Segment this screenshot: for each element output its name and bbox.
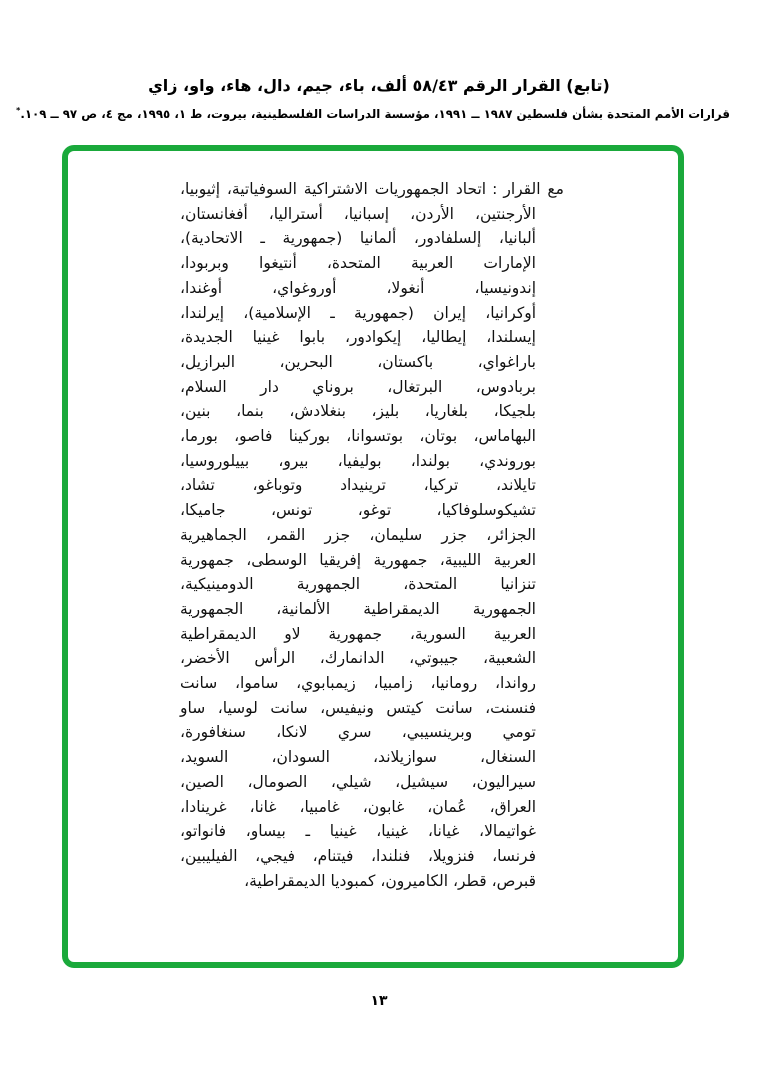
country-list-line: بوروندي، بولندا، بوليفيا، بيرو، بييلوروسيا، [180,451,536,470]
country-list-line: العربية السورية، جمهورية لاو الديمقراطية [180,624,536,643]
country-list-line: غواتيمالا، غيانا، غينيا، غينيا ـ بيساو، فانواتو، [180,822,536,841]
country-list-line: الجزائر، جزر سليمان، جزر القمر، الجماهيرية [180,525,536,544]
footnote-marker: * [16,106,21,116]
country-list-line: ألبانيا، إلسلفادور، ألمانيا (جمهورية ـ الاتحادية)، [180,229,536,248]
country-list-line: العراق، عُمان، غابون، غامبيا، غانا، غرينادا، [180,797,536,816]
country-list-line: الجمهورية الديمقراطية الألمانية، الجمهورية [180,599,536,618]
country-list-line: إيسلندا، إيطاليا، إيكوادور، بابوا غينيا الجديدة، [180,328,536,347]
country-list-line: أوكرانيا، إيران (جمهورية ـ الإسلامية)، إيرلندا، [180,303,536,322]
vote-label: مع القرار [503,180,564,198]
country-list-line: فنسنت، سانت كيتس ونيفيس، سانت لوسيا، ساو [180,698,536,717]
country-list-line: قبرص، قطر، الكاميرون، كمبوديا الديمقراطية، [244,871,536,890]
citation-text: قرارات الأمم المتحدة بشأن فلسطين ١٩٨٧ ــ ١٩٩١، مؤسسة الدراسات الفلسطينية، بيروت، ط ١، ١٩٩٥، مج ٤، ص ٩٧ ــ ١٠٩. [20,107,730,121]
country-list-line: العربية الليبية، جمهورية إفريقيا الوسطى، جمهورية [180,550,536,569]
country-list [180,202,564,894]
country-list-line: السنغال، سوازيلاند، السودان، السويد، [180,748,536,767]
resolution-title: (تابع) القرار الرقم ٥٨/٤٣ ألف، باء، جيم، دال، هاء، واو، زاي [148,76,610,95]
page-number: ١٣ [370,993,388,1009]
country-list-line: سيراليون، سيشيل، شيلي، الصومال، الصين، [180,772,536,791]
country-list-line: تنزانيا المتحدة، الجمهورية الدومينيكية، [180,575,536,594]
vote-first-line [180,177,564,202]
country-list-line: الأرجنتين، الأردن، إسبانيا، أستراليا، أفغانستان، [180,204,536,223]
country-list-line: اتحاد الجمهوريات الاشتراكية السوفياتية، إثيوبيا، [180,180,487,198]
country-list-line: البهاماس، بوتان، بوتسوانا، بوركينا فاصو، بورما، [180,427,536,446]
country-list-line: تشيكوسلوفاكيا، توغو، تونس، جاميكا، [180,501,536,520]
country-list-line: تايلاند، تركيا، ترينيداد وتوباغو، تشاد، [180,476,536,495]
country-list-line: بربادوس، البرتغال، بروناي دار السلام، [180,377,536,396]
citation-line [16,106,730,121]
colon-separator: : [492,180,498,198]
country-list-line: إندونيسيا، أنغولا، أوروغواي، أوغندا، [180,278,536,297]
country-list-line: باراغواي، باكستان، البحرين، البرازيل، [180,352,536,371]
vote-record [180,177,564,893]
green-border-box [62,145,684,968]
country-list-line: الشعبية، جيبوتي، الدانمارك، الرأس الأخضر، [180,649,536,668]
country-list-line: تومي وبرينسيبي، سري لانكا، سنغافورة، [180,723,536,742]
country-list-line: الإمارات العربية المتحدة، أنتيغوا وبربودا، [180,254,536,273]
country-list-line: رواندا، رومانيا، زامبيا، زيمبابوي، ساموا، سانت [180,674,536,693]
country-list-line: فرنسا، فنزويلا، فنلندا، فيتنام، فيجي، الفيليبين، [180,846,536,865]
country-list-line: بلجيكا، بلغاريا، بليز، بنغلادش، بنما، بنين، [180,402,536,421]
